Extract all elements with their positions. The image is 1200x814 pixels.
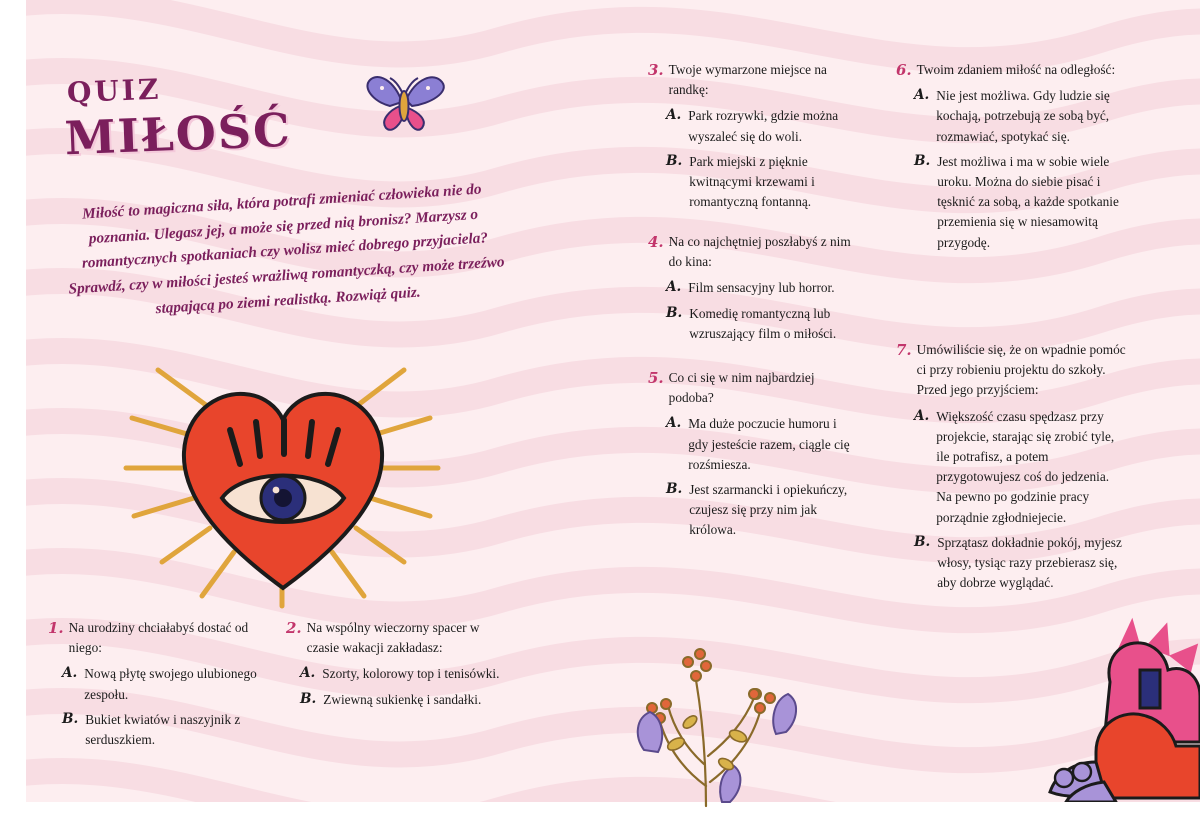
winged-heart-illustration — [1000, 612, 1200, 802]
question-number: 4. — [648, 233, 664, 251]
question-text: Twoje wymarzone miejsce na randkę: — [668, 62, 827, 98]
answer-text: Komedię romantyczną lub wzruszający film o miłości. — [689, 305, 837, 341]
answer-option[interactable] — [666, 106, 848, 146]
page-title — [62, 68, 292, 166]
question-number: 1. — [48, 619, 64, 637]
answer-list — [648, 106, 848, 212]
answer-list — [648, 278, 854, 344]
answer-letter: B. — [666, 152, 683, 169]
question-text: Co ci się w nim najbardziej podoba? — [668, 370, 815, 406]
question-number: 2. — [286, 619, 302, 637]
answer-letter: A. — [300, 665, 316, 682]
question-number: 3. — [648, 61, 664, 79]
title-kicker: QUIZ — [66, 72, 162, 110]
answer-list — [896, 407, 1126, 594]
answer-text: Film sensacyjny lub horror. — [688, 280, 835, 296]
question-heading — [648, 60, 848, 100]
question-number: 5. — [648, 369, 664, 387]
answer-option[interactable] — [666, 480, 858, 541]
question-6 — [896, 60, 1124, 258]
answer-text: Park miejski z pięknie kwitnącymi krzewami i romantyczną fontanną. — [689, 153, 815, 210]
answer-letter: A. — [666, 107, 682, 124]
answer-list — [286, 664, 500, 709]
answer-option[interactable] — [914, 86, 1124, 147]
answer-letter: B. — [666, 304, 683, 321]
answer-text: Szorty, kolorowy top i tenisówki. — [322, 666, 500, 682]
answer-option[interactable] — [300, 690, 500, 710]
answer-text: Ma duże poczucie humoru i gdy jesteście razem, ciągle cię rozśmiesza. — [688, 416, 850, 472]
answer-option[interactable] — [914, 152, 1124, 253]
question-3 — [648, 60, 848, 217]
question-heading — [896, 60, 1124, 80]
answer-list — [48, 664, 262, 750]
answer-letter: B. — [914, 533, 931, 550]
answer-letter: B. — [914, 152, 931, 169]
answer-text: Nową płytę swojego ulubionego zespołu. — [84, 666, 257, 702]
answer-list — [896, 86, 1124, 253]
answer-option[interactable] — [300, 664, 500, 684]
botanical-sprig-illustration — [610, 636, 830, 808]
question-4 — [648, 232, 854, 349]
answer-option[interactable] — [914, 533, 1126, 594]
question-heading — [648, 232, 854, 272]
answer-text: Bukiet kwiatów i naszyjnik z serduszkiem. — [85, 711, 241, 748]
answer-option[interactable] — [666, 304, 854, 344]
answer-list — [648, 414, 858, 540]
answer-letter: B. — [300, 690, 317, 707]
answer-option[interactable] — [62, 710, 262, 750]
answer-letter: A. — [914, 407, 930, 424]
question-number: 7. — [896, 341, 912, 359]
question-1 — [48, 618, 262, 755]
answer-text: Park rozrywki, gdzie można wyszaleć się do woli. — [688, 108, 839, 144]
question-text: Twoim zdaniem miłość na odległość: — [916, 62, 1116, 77]
question-heading — [286, 618, 500, 658]
question-heading — [896, 340, 1126, 401]
title-main: MIŁOŚĆ — [63, 102, 293, 166]
question-number: 6. — [896, 61, 912, 79]
answer-option[interactable] — [62, 664, 262, 704]
answer-letter: A. — [62, 665, 78, 682]
question-heading — [48, 618, 262, 658]
heart-with-eye-illustration — [118, 352, 448, 612]
question-2 — [286, 618, 500, 715]
answer-letter: B. — [62, 710, 79, 727]
answer-text: Jest szarmancki i opiekuńczy, czujesz się przy nim jak królowa. — [689, 482, 848, 538]
answer-option[interactable] — [666, 152, 848, 213]
answer-text: Zwiewną sukienkę i sandałki. — [323, 691, 482, 707]
question-7 — [896, 340, 1126, 598]
answer-text: Większość czasu spędzasz przy projekcie, starając się zrobić tyle, ile potrafisz, a potem przygotowujesz coś do jedzenia. Na pewno po godzinie pracy porządnie zgłodniejecie. — [936, 408, 1115, 525]
question-text: Na urodziny chciałabyś dostać od niego: — [68, 620, 249, 656]
answer-text: Jest możliwa i ma w sobie wiele uroku. Można do siebie pisać i tęsknić za sobą, a każde spotkanie przemienia się w niesamowitą przygodę. — [937, 153, 1119, 250]
answer-letter: A. — [666, 279, 682, 296]
answer-text: Nie jest możliwa. Gdy ludzie się kochają, potrzebują ze sobą być, rozmawiać, spotykać się. — [936, 88, 1110, 144]
question-heading — [648, 368, 858, 408]
answer-option[interactable] — [914, 407, 1126, 528]
intro-paragraph: Miłość to magiczna siła, która potrafi zmieniać człowieka nie do poznania. Ulegasz jej, a może się przed nią bronisz? Marzysz o romantycznych spotkaniach czy wolisz mieć dobrego przyjaciela? Sprawdź, czy w miłości jesteś wrażliwą romantyczką, czy może trzeźwo stąpającą po ziemi realistką. Rozwiąż quiz. — [68, 180, 505, 317]
answer-option[interactable] — [666, 278, 854, 298]
answer-text: Sprzątasz dokładnie pokój, myjesz włosy, tysiąc razy przebierasz się, aby dobrze wyglądać. — [937, 534, 1122, 591]
question-text: Na wspólny wieczorny spacer w czasie wakacji zakładasz: — [306, 620, 480, 656]
answer-letter: A. — [914, 87, 930, 104]
answer-letter: A. — [666, 415, 682, 432]
answer-letter: B. — [666, 481, 683, 498]
question-text: Umówiliście się, że on wpadnie pomóc ci przy robieniu projektu do szkoły. Przed jego przyjściem: — [916, 342, 1126, 398]
butterfly-icon — [358, 66, 450, 136]
question-text: Na co najchętniej poszłabyś z nim do kina: — [668, 234, 851, 270]
question-5 — [648, 368, 858, 546]
answer-option[interactable] — [666, 414, 858, 475]
